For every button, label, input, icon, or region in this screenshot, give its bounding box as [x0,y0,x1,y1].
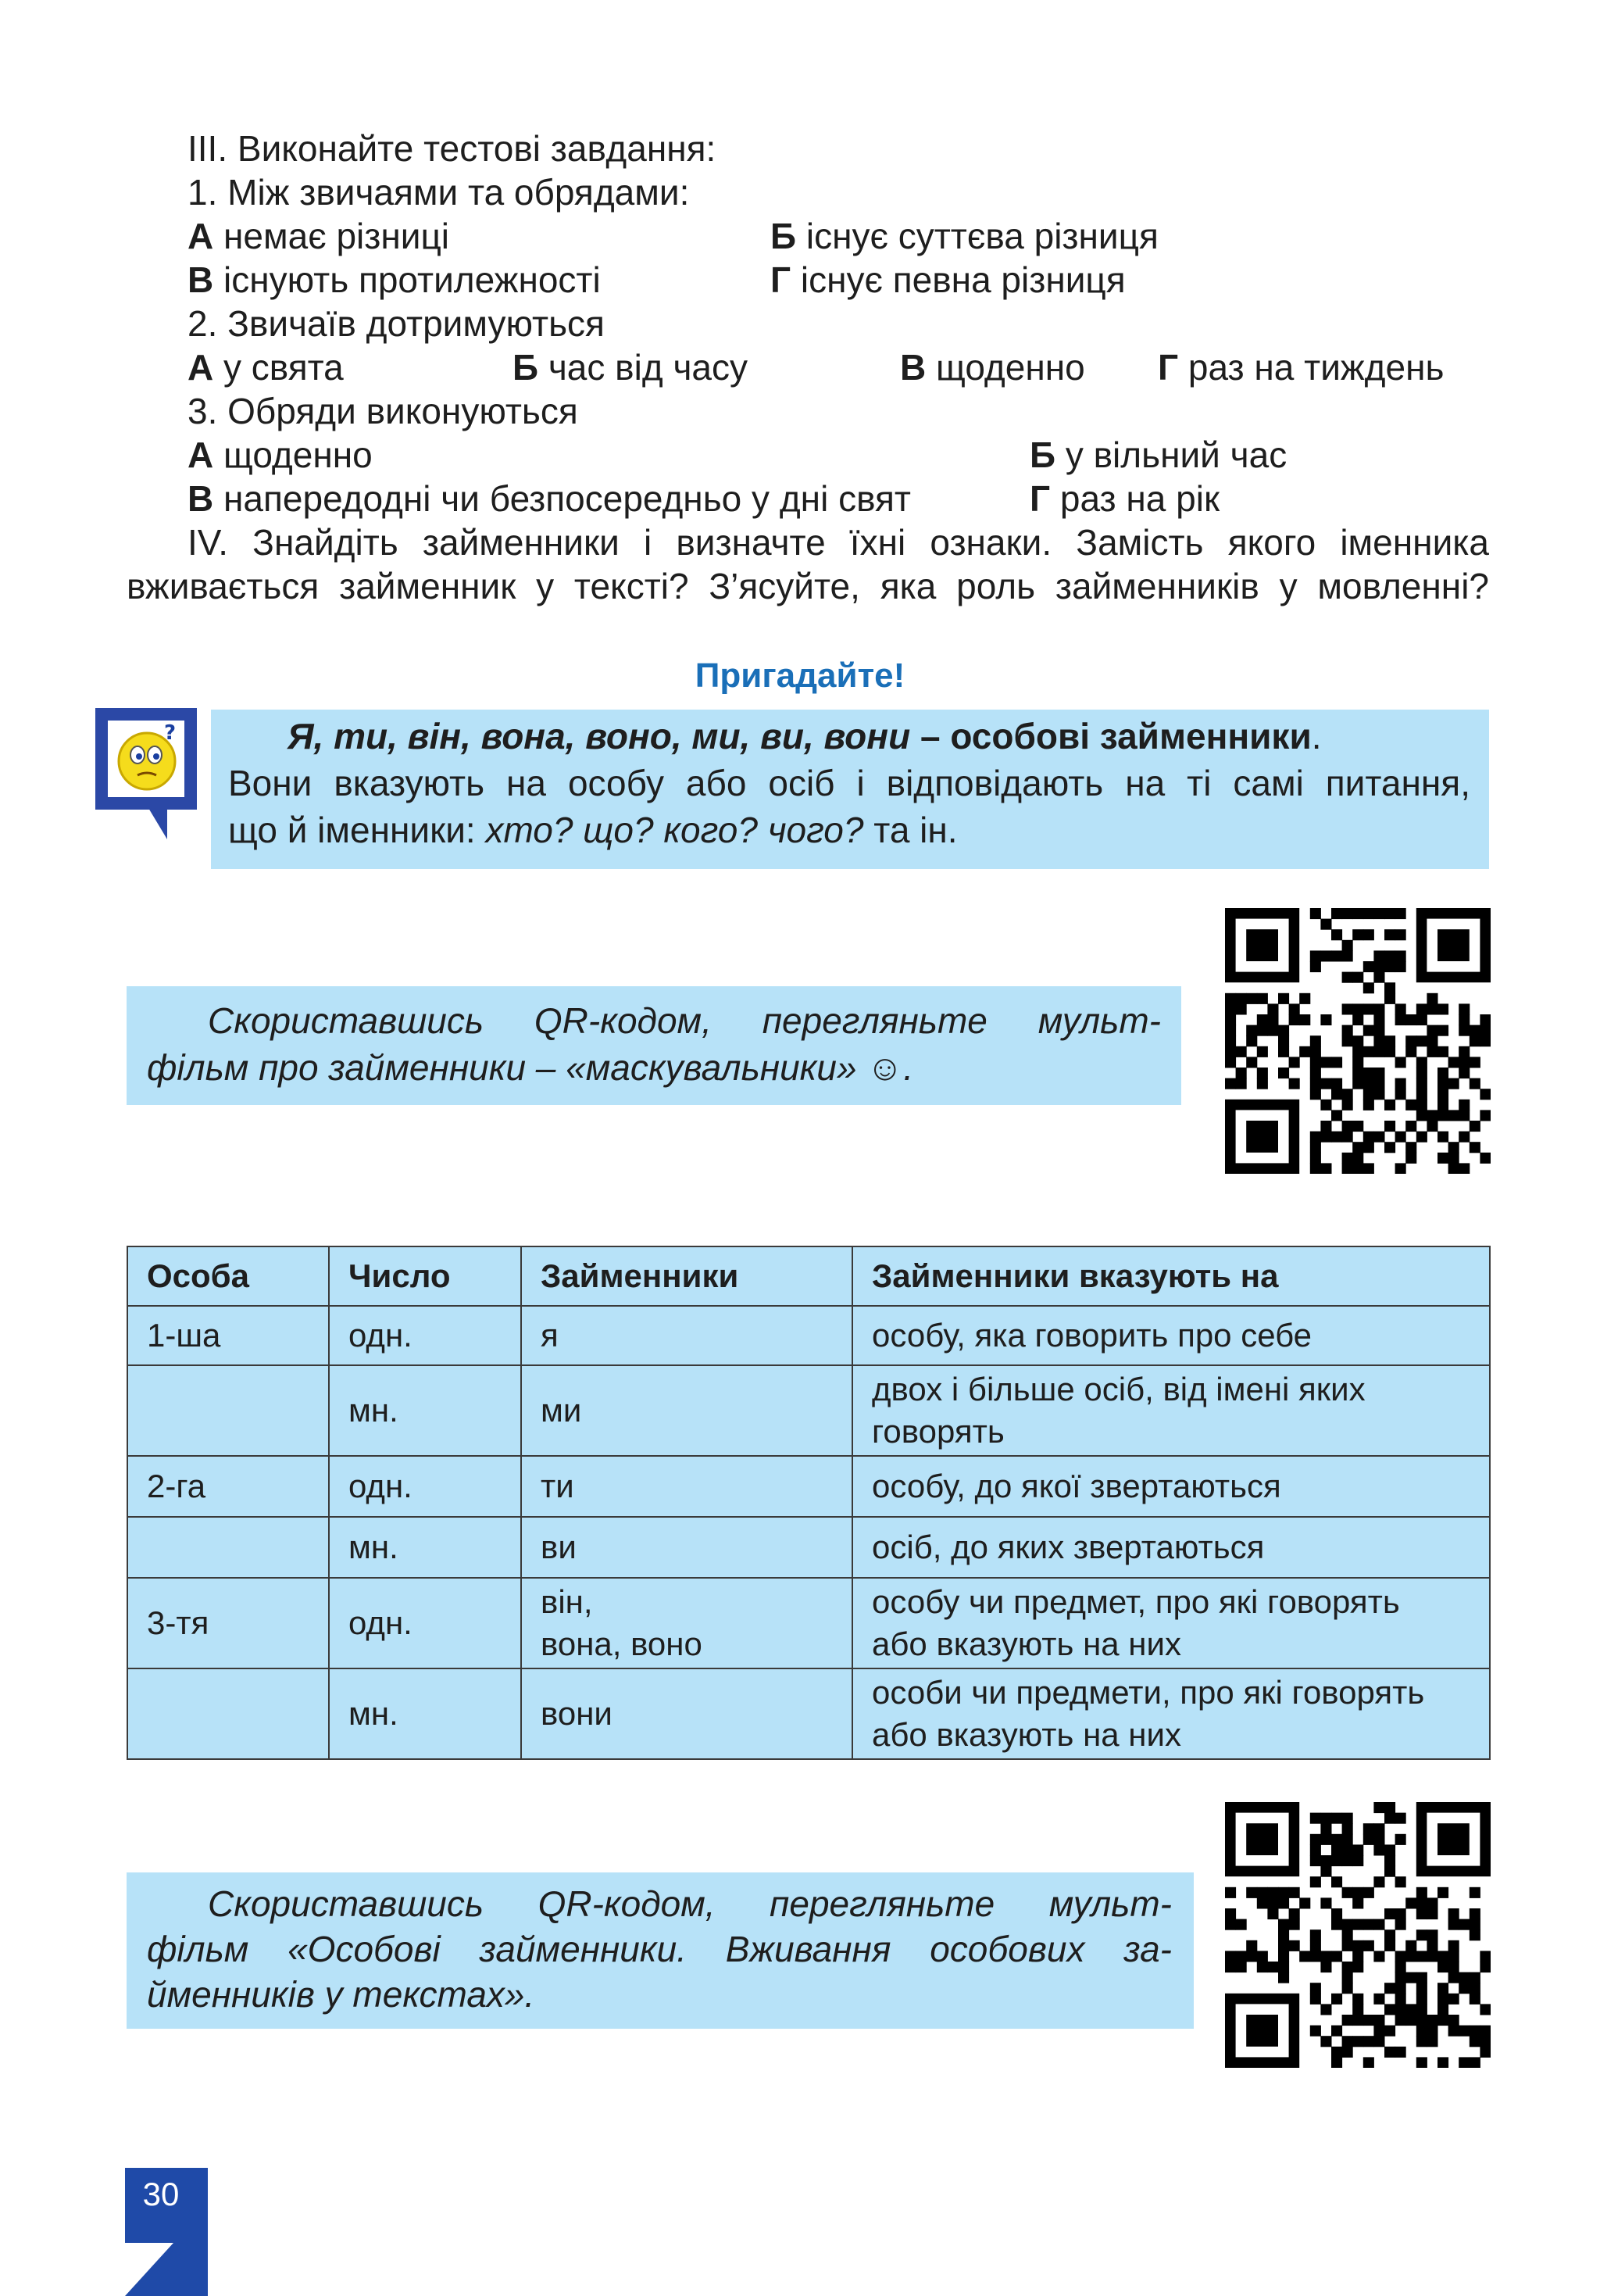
cell-person [127,1517,329,1578]
option-text: існують протилежності [213,259,601,300]
q1-option-v [188,258,601,302]
refers-line: або вказують на них [872,1625,1181,1662]
table-row [127,1456,1490,1517]
thinking-emoji-icon [108,721,184,797]
option-text: час від часу [538,347,748,388]
cell-refers: осіб, до яких звертаються [852,1517,1490,1578]
cell-number: одн. [329,1578,521,1668]
qr-note-1-box [127,986,1181,1105]
cell-person: 2-га [127,1456,329,1517]
cell-pronouns: ти [521,1456,852,1517]
option-letter: А [188,435,214,475]
option-text: щоденно [926,347,1085,388]
cell-person: 1-ша [127,1306,329,1365]
cell-number: одн. [329,1456,521,1517]
cell-pronouns: я [521,1306,852,1365]
definition-dot: . [1311,716,1322,756]
pronouns-list: Я, ти, він, вона, воно, ми, ви, вони [288,716,911,756]
refers-line: двох і більше осіб, від імені яких [872,1371,1366,1407]
qr-note-2-line3: йменників у текстах». [147,1974,535,2015]
cell-pronouns: ми [521,1365,852,1456]
q2-option-b [512,345,748,389]
cell-refers [852,1668,1490,1759]
qr-note-2-box [127,1872,1194,2029]
page-corner [125,2243,173,2296]
option-letter: Б [512,347,539,388]
section4-line2: вживається займенник у тексті? З’ясуйте, яка роль займенників у мовленні? [127,566,1489,606]
definition-label: – особові займенники [910,716,1312,756]
option-text: раз на рік [1050,478,1220,519]
q1-option-g [770,258,1126,302]
cell-refers: особу, до якої звертаються [852,1456,1490,1517]
remember-box [211,710,1489,869]
pronoun-line: вона, воно [541,1625,702,1662]
pronoun-table [127,1246,1491,1760]
option-letter: В [900,347,927,388]
option-letter: В [188,478,214,519]
table-header-row [127,1246,1490,1306]
qr-code-icon[interactable] [1225,1802,1491,2068]
cell-number: мн. [329,1365,521,1456]
header-refers: Займенники вказують на [852,1246,1490,1306]
q3-option-g [1030,477,1220,520]
line3-start: що й іменники: [228,810,486,850]
table-row [127,1365,1490,1456]
option-text: немає різниці [213,216,450,256]
option-letter: Б [770,216,797,256]
cell-number: одн. [329,1306,521,1365]
cell-refers [852,1365,1490,1456]
remember-line2: Вони вказують на особу або осіб і відповідають на ті самі питання, [228,763,1470,803]
svg-text:?: ? [164,721,177,745]
section4-line1: IV. Знайдіть займенники і визначте їхні ознаки. Замість якого іменника [188,522,1489,563]
table-row [127,1578,1490,1668]
option-text: у вільний час [1055,435,1288,475]
line3-questions: хто? що? кого? чого? [485,810,864,850]
q2-option-v [900,345,1085,389]
cell-person: 3-тя [127,1578,329,1668]
option-letter: Б [1030,435,1056,475]
header-person: Особа [127,1246,329,1306]
mascot-frame [95,708,197,810]
mascot-tail [148,808,167,839]
mascot-inner [108,721,184,797]
cell-number: мн. [329,1517,521,1578]
option-text: існує певна різниця [791,259,1126,300]
option-text: напередодні чи безпосередньо у дні свят [213,478,911,519]
option-letter: А [188,216,214,256]
qr-note-2-line1: Скориставшись QR-кодом, перегляньте мульт- [208,1883,1172,1924]
cell-number: мн. [329,1668,521,1759]
line3-end: та ін. [863,810,958,850]
page-number: 30 [142,2176,180,2212]
cell-pronouns: ви [521,1517,852,1578]
remember-line3 [228,806,958,853]
option-text: у свята [213,347,344,388]
qr-code-icon[interactable] [1225,908,1491,1174]
refers-line: говорять [872,1413,1005,1450]
q3-option-a [188,433,373,477]
option-letter: В [188,259,214,300]
cell-refers [852,1578,1490,1668]
option-letter: Г [770,259,791,300]
option-text: щоденно [213,435,373,475]
option-letter: Г [1158,347,1179,388]
q2-option-g [1158,345,1444,389]
q1-option-a [188,214,449,258]
header-pronouns: Займенники [521,1246,852,1306]
q3-option-v [188,477,911,520]
refers-line: або вказують на них [872,1716,1181,1753]
cell-refers: особу, яка говорить про себе [852,1306,1490,1365]
question-3: 3. Обряди виконуються [188,391,578,431]
question-2: 2. Звичаїв дотримуються [188,303,605,344]
pronoun-line: він, [541,1583,593,1620]
q2-option-a [188,345,344,389]
page-number-tab [125,2168,208,2296]
remember-title: Пригадайте! [695,656,905,695]
qr-note-1-line2: фільм про займенники – «маскувальники» ☺. [147,1047,914,1088]
option-text: раз на тиждень [1178,347,1445,388]
option-letter: Г [1030,478,1051,519]
q1-option-b [770,214,1159,258]
table-row [127,1668,1490,1759]
table-row [127,1517,1490,1578]
question-1: 1. Між звичаями та обрядами: [188,172,690,213]
cell-person [127,1365,329,1456]
qr-note-1-line1: Скориставшись QR-кодом, перегляньте мульт- [208,1000,1161,1041]
option-letter: А [188,347,214,388]
refers-line: особи чи предмети, про які говорять [872,1674,1425,1711]
option-text: існує суттєва різниця [796,216,1159,256]
cell-pronouns [521,1578,852,1668]
cell-person [127,1668,329,1759]
refers-line: особу чи предмет, про які говорять [872,1583,1400,1620]
header-number: Число [329,1246,521,1306]
cell-pronouns: вони [521,1668,852,1759]
qr-note-2-line2: фільм «Особові займенники. Вживання особових за- [147,1929,1172,1969]
table-row [127,1306,1490,1365]
section3-title: III. Виконайте тестові завдання: [188,128,716,169]
q3-option-b [1030,433,1287,477]
remember-line1 [288,713,1469,760]
